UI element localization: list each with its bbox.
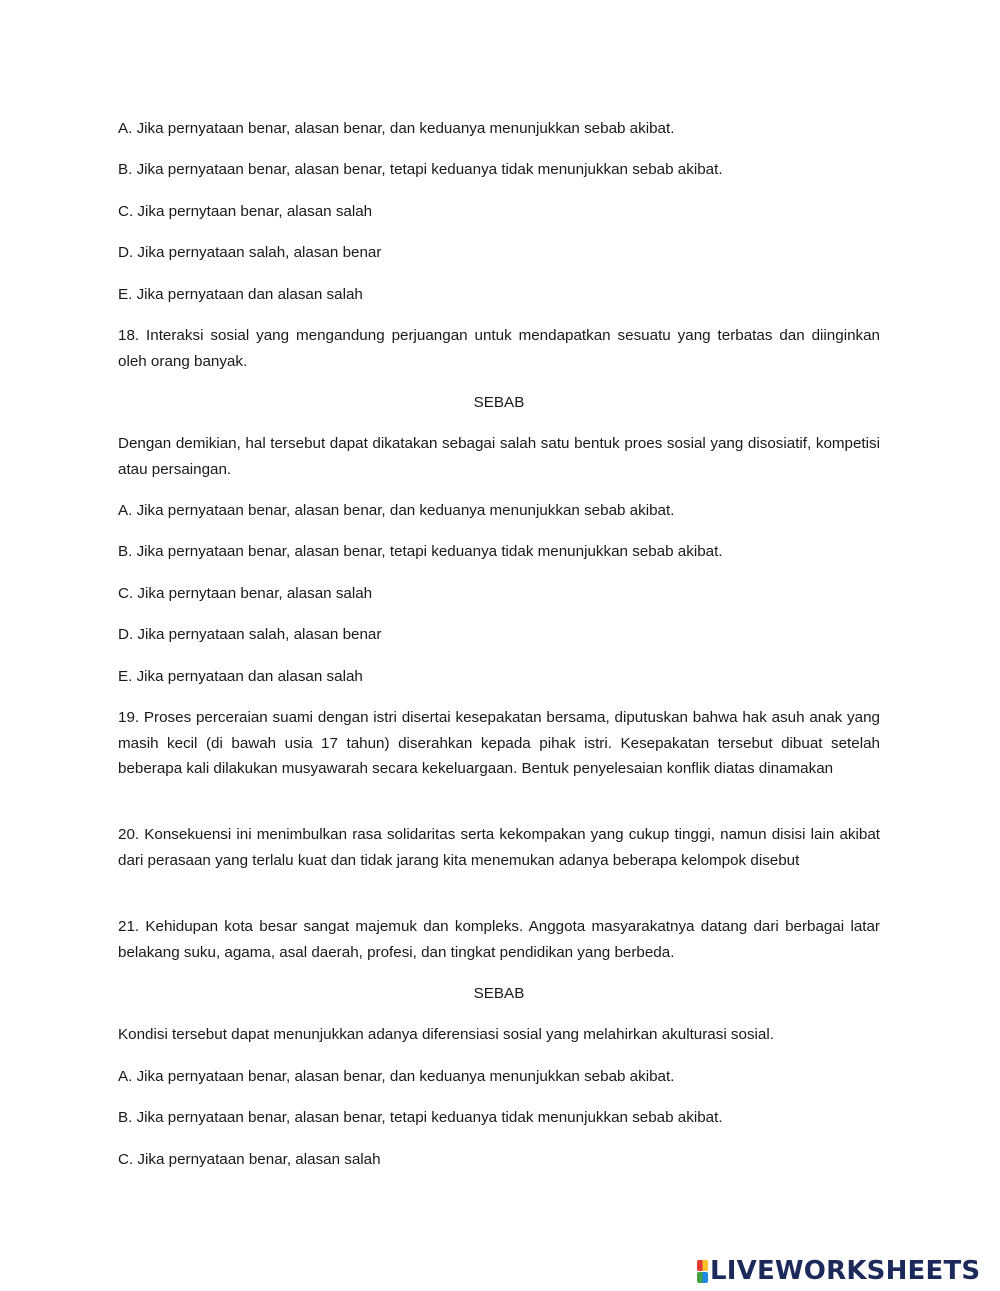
option-b: B. Jika pernyataan benar, alasan benar, tetapi keduanya tidak menunjukkan sebab akibat. bbox=[118, 543, 723, 560]
option-a: A. Jika pernyataan benar, alasan benar, dan keduanya menunjukkan sebab akibat. bbox=[118, 120, 675, 137]
logo-mark-icon bbox=[697, 1260, 708, 1283]
liveworksheets-logo bbox=[697, 1255, 980, 1287]
option-b: B. Jika pernyataan benar, alasan benar, tetapi keduanya tidak menunjukkan sebab akibat. bbox=[118, 1109, 723, 1126]
option-e: E. Jika pernyataan dan alasan salah bbox=[118, 668, 363, 685]
option-a: A. Jika pernyataan benar, alasan benar, dan keduanya menunjukkan sebab akibat. bbox=[118, 502, 675, 519]
option-d: D. Jika pernyataan salah, alasan benar bbox=[118, 626, 382, 643]
option-a: A. Jika pernyataan benar, alasan benar, dan keduanya menunjukkan sebab akibat. bbox=[118, 1068, 675, 1085]
option-e: E. Jika pernyataan dan alasan salah bbox=[118, 286, 363, 303]
question-20: 20. Konsekuensi ini menimbulkan rasa solidaritas serta kekompakan yang cukup tinggi, namun disisi lain akibat dari perasaan yang terlalu kuat dan tidak jarang kita menemukan adanya beberapa kelompok disebut bbox=[118, 826, 880, 869]
question-19: 19. Proses perceraian suami dengan istri disertai kesepakatan bersama, diputuskan bahwa hak asuh anak yang masih kecil (di bawah usia 17 tahun) diserahkan kepada pihak istri. Kesepakatan tersebut dibuat setelah beberapa kali dilakukan musyawarah secara kekeluargaan. Bentuk penyelesaian konflik diatas dinamakan bbox=[118, 709, 880, 777]
question-21: 21. Kehidupan kota besar sangat majemuk dan kompleks. Anggota masyarakatnya datang dari berbagai latar belakang suku, agama, asal daerah, profesi, dan tingkat pendidikan yang berbeda. bbox=[118, 918, 880, 961]
question-18-reason: Dengan demikian, hal tersebut dapat dikatakan sebagai salah satu bentuk proes sosial yang disosiatif, kompetisi atau persaingan. bbox=[118, 435, 880, 478]
option-b: B. Jika pernyataan benar, alasan benar, tetapi keduanya tidak menunjukkan sebab akibat. bbox=[118, 161, 723, 178]
option-c: C. Jika pernyataan benar, alasan salah bbox=[118, 1151, 381, 1168]
option-c: C. Jika pernytaan benar, alasan salah bbox=[118, 585, 373, 602]
option-d: D. Jika pernyataan salah, alasan benar bbox=[118, 244, 382, 261]
logo-text: LIVEWORKSHEETS bbox=[710, 1256, 981, 1286]
question-21-reason: Kondisi tersebut dapat menunjukkan adanya diferensiasi sosial yang melahirkan akulturasi sosial. bbox=[118, 1026, 774, 1043]
sebab-label: SEBAB bbox=[473, 394, 525, 411]
question-18: 18. Interaksi sosial yang mengandung perjuangan untuk mendapatkan sesuatu yang terbatas dan diinginkan oleh orang banyak. bbox=[118, 327, 880, 370]
sebab-label: SEBAB bbox=[473, 985, 525, 1002]
option-c: C. Jika pernytaan benar, alasan salah bbox=[118, 203, 373, 220]
